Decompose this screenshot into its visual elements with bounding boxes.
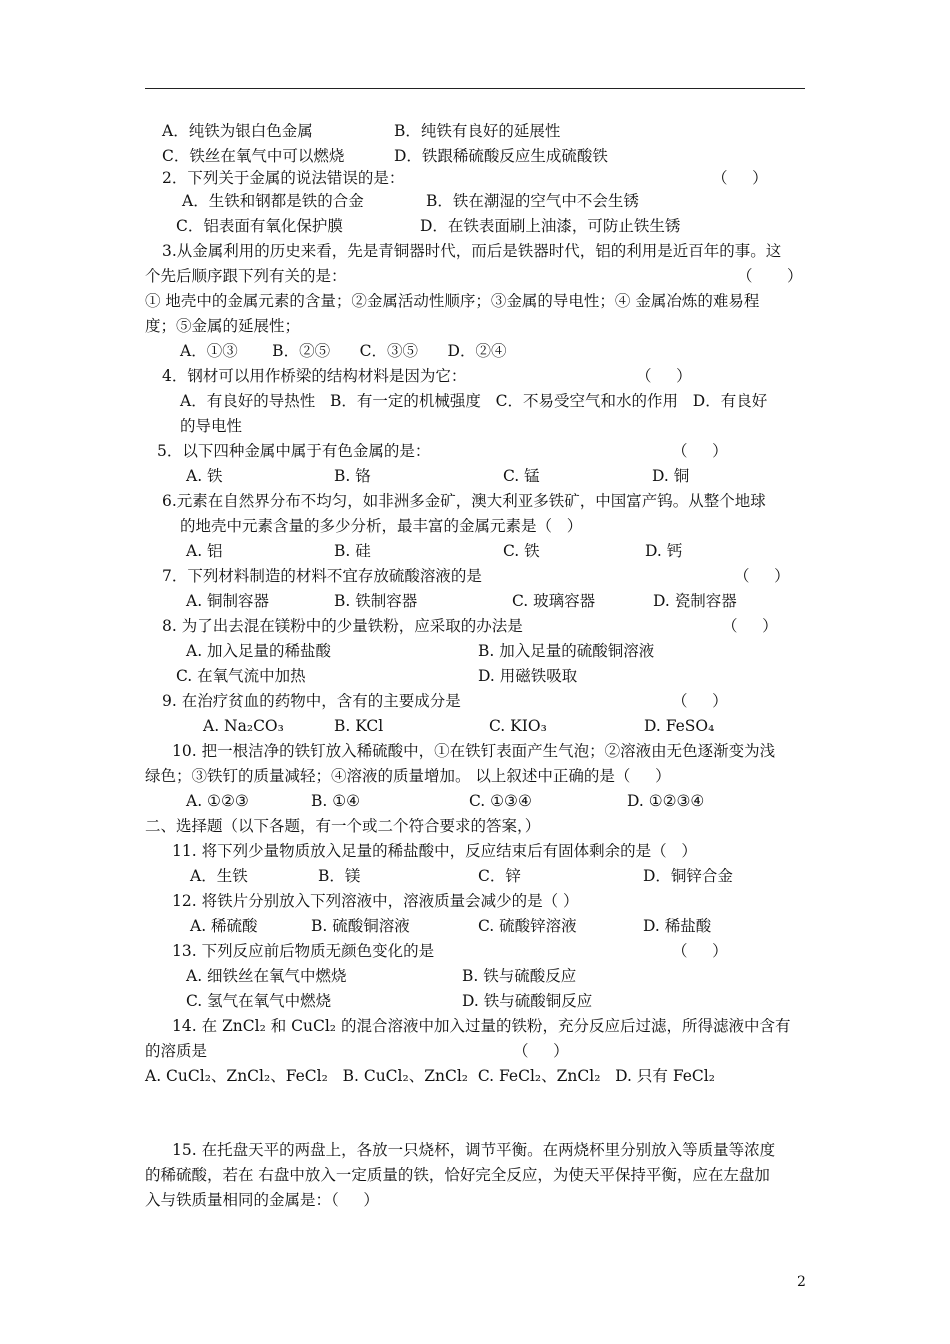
text-line: A. 细铁丝在氧气中燃烧 [186,967,347,985]
text-line: A．生铁和钢都是铁的合金 [182,192,364,210]
text-line: B. 硅 [334,542,371,560]
text-line: 的溶质是 [145,1042,208,1060]
text-line: （ ） [513,1042,569,1060]
text-line: ① 地壳中的金属元素的含量；②金属活动性顺序；③金属的导电性；④ 金属冶炼的难易程 [145,292,760,310]
text-line: （ ） [737,267,803,285]
text-line: B. 加入足量的硫酸铜溶液 [478,642,655,660]
text-line: 4．钢材可以用作桥梁的结构材料是因为它： [162,367,467,385]
text-line: A. 加入足量的稀盐酸 [186,642,332,660]
text-line: D. 铁与硫酸铜反应 [462,992,593,1010]
text-line: 的稀硫酸，若在 右盘中放入一定质量的铁，恰好完全反应，为使天平保持平衡，应在左盘加 [145,1166,770,1184]
text-line: C. 锰 [503,467,540,485]
text-line: 8. 为了出去混在镁粉中的少量铁粉，应采取的办法是 [162,617,523,635]
text-line: （ ） [722,617,778,635]
text-line: B．纯铁有良好的延展性 [394,122,561,140]
text-line: 14. 在 ZnCl₂ 和 CuCl₂ 的混合溶液中加入过量的铁粉，充分反应后过滤，所得滤液中含有 [172,1017,791,1035]
page-number: 2 [797,1274,806,1290]
text-line: D．铁跟稀硫酸反应生成硫酸铁 [394,147,608,165]
text-line: C. 硫酸锌溶液 [478,917,577,935]
text-line: （ ） [734,567,790,585]
text-line: A．有良好的导热性 B．有一定的机械强度 C．不易受空气和水的作用 D．有良好 [180,392,768,410]
text-line: C. 玻璃容器 [512,592,596,610]
text-line: 13. 下列反应前后物质无颜色变化的是 [172,942,435,960]
text-line: B．铁在潮湿的空气中不会生锈 [426,192,639,210]
text-line: C. ①③④ [469,792,532,810]
text-line: D．在铁表面刷上油漆，可防止铁生锈 [420,217,681,235]
text-line: 5．以下四种金属中属于有色金属的是： [157,442,431,460]
text-line: B. KCl [334,717,384,735]
header-rule [145,88,805,89]
text-line: A. CuCl₂、ZnCl₂、FeCl₂ B. CuCl₂、ZnCl₂ C. FeCl₂、ZnCl₂ D. 只有 FeCl₂ [145,1067,715,1085]
text-line: 2．下列关于金属的说法错误的是： [162,169,405,187]
text-line: 二、选择题（以下各题，有一个或二个符合要求的答案，） [145,817,541,835]
text-line: A. 稀硫酸 [190,917,258,935]
text-line: （ ） [636,367,692,385]
text-line: 10. 把一根洁净的铁钉放入稀硫酸中，①在铁钉表面产生气泡；②溶液由无色逐渐变为浅 [172,742,776,760]
text-line: C．铁丝在氧气中可以燃烧 [162,147,345,165]
text-line: 的导电性 [180,417,243,435]
text-line: （ ） [712,169,768,187]
text-line: 9. 在治疗贫血的药物中，含有的主要成分是 [162,692,461,710]
text-line: D. ①②③④ [627,792,705,810]
text-line: D. 钙 [645,542,683,560]
text-line: （ ） [672,942,728,960]
text-line: A．生铁 [190,867,248,885]
text-line: C．铝表面有氧化保护膜 [176,217,343,235]
text-line: C. 在氧气流中加热 [176,667,306,685]
text-line: C. KIO₃ [489,717,547,735]
text-line: A．纯铁为银白色金属 [162,122,313,140]
text-line: （ ） [672,442,728,460]
text-line: D. 用磁铁吸取 [478,667,578,685]
text-line: A. ①②③ [186,792,249,810]
text-line: 个先后顺序跟下列有关的是： [145,267,347,285]
text-line: 的地壳中元素含量的多少分析，最丰富的金属元素是（ ） [180,517,583,535]
text-line: B. 铁制容器 [334,592,418,610]
text-line: A. 铁 [186,467,223,485]
text-line: A. 铜制容器 [186,592,270,610]
text-line: A．①③ B．②⑤ C．③⑤ D．②④ [180,342,507,360]
text-line: 12. 将铁片分别放入下列溶液中，溶液质量会减少的是（ ） [172,892,579,910]
text-line: C．锌 [478,867,521,885]
text-line: D. 稀盐酸 [643,917,712,935]
text-line: C. 氢气在氧气中燃烧 [186,992,332,1010]
text-line: 15. 在托盘天平的两盘上，各放一只烧杯，调节平衡。在两烧杯里分别放入等质量等浓度 [172,1141,776,1159]
text-line: （ ） [672,692,728,710]
text-line: C. 铁 [503,542,540,560]
text-line: D. FeSO₄ [644,717,715,735]
text-line: 7．下列材料制造的材料不宜存放硫酸溶液的是 [162,567,482,585]
text-line: D. 瓷制容器 [653,592,737,610]
text-line: B. ①④ [311,792,361,810]
text-line: 绿色；③铁钉的质量减轻；④溶液的质量增加。 以上叙述中正确的是（ ） [145,767,671,785]
text-line: A. 铝 [186,542,223,560]
text-line: 入与铁质量相同的金属是：（ ） [145,1191,379,1209]
text-line: A. Na₂CO₃ [203,717,284,735]
text-line: B. 铁与硫酸反应 [462,967,577,985]
text-line: B. 铬 [334,467,371,485]
text-line: 度；⑤金属的延展性； [145,317,301,335]
text-line: D. 铜 [652,467,690,485]
text-line: B．镁 [318,867,361,885]
text-line: 3.从金属利用的历史来看，先是青铜器时代，而后是铁器时代，铝的利用是近百年的事。这 [162,242,782,260]
text-line: B. 硫酸铜溶液 [311,917,410,935]
text-line: 6.元素在自然界分布不均匀，如非洲多金矿，澳大利亚多铁矿，中国富产钨。从整个地球 [162,492,766,510]
text-line: D．铜锌合金 [643,867,733,885]
text-line: 11. 将下列少量物质放入足量的稀盐酸中，反应结束后有固体剩余的是（ ） [172,842,697,860]
